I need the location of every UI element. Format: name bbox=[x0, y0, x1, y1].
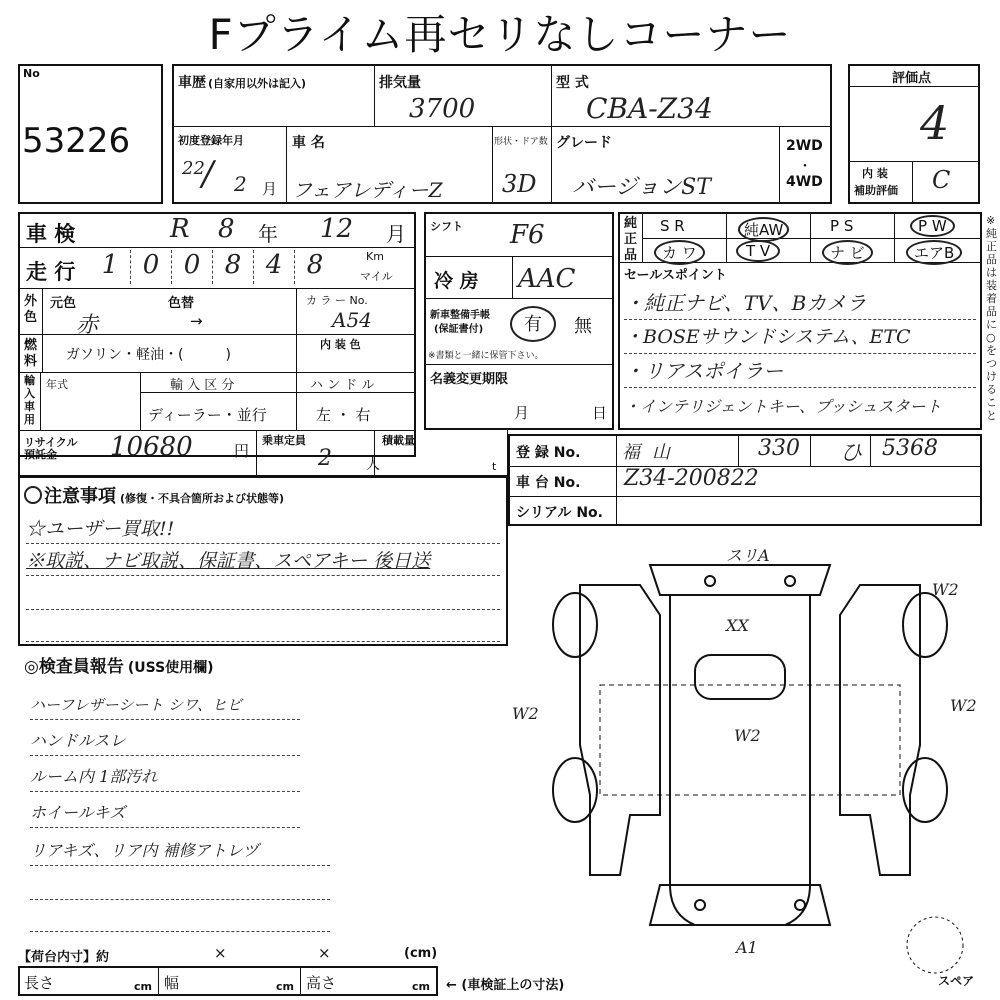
import-label: 輸入車用 bbox=[24, 374, 35, 426]
genuine-airb: エアB bbox=[906, 240, 962, 265]
displacement-value: 3700 bbox=[409, 94, 476, 124]
diagram-bottom-mark: A1 bbox=[736, 938, 758, 957]
load-label: 積載量 bbox=[382, 434, 415, 447]
cargo-width-unit: cm bbox=[276, 980, 294, 993]
registration-label: 登 録 No. bbox=[516, 445, 581, 461]
front-bumper-shape bbox=[650, 885, 830, 925]
car-name-label: 車 名 bbox=[292, 135, 325, 151]
fuel-options: ガソリン・軽油・( ) bbox=[66, 347, 231, 363]
registration-part: 山 bbox=[652, 442, 670, 463]
sales-point-line: ・インテリジェントキー、プッシュスタート bbox=[624, 397, 942, 416]
report-title: ◎検査員報告 (USS使用欄) bbox=[24, 657, 214, 677]
registration-block bbox=[508, 434, 982, 526]
score-value: 4 bbox=[920, 96, 950, 150]
color-code-value: A54 bbox=[332, 308, 372, 332]
orig-color-value: 赤 bbox=[76, 313, 99, 338]
grade-value: バージョンST bbox=[572, 175, 711, 200]
cargo-x2: × bbox=[318, 944, 331, 962]
cargo-x1: × bbox=[214, 944, 227, 962]
wheel-rear-right-icon bbox=[903, 593, 947, 657]
right-panel bbox=[840, 585, 920, 875]
genuine-kawa: カ ワ bbox=[654, 240, 705, 265]
shift-value: F6 bbox=[510, 220, 545, 250]
recycle-value: 10680 bbox=[110, 432, 193, 462]
orig-color-label: 元色 bbox=[50, 296, 77, 311]
left-panel bbox=[580, 585, 660, 875]
shift-aircon-block bbox=[424, 212, 614, 430]
inspection-label: 車 検 bbox=[26, 222, 76, 246]
mileage-unit-km: Km bbox=[366, 250, 384, 263]
report-line: ホイールキズ bbox=[30, 798, 300, 828]
interior-color-label: 内 装 色 bbox=[320, 338, 361, 351]
first-reg-month-unit: 月 bbox=[262, 180, 278, 198]
mileage-digit: 0 bbox=[131, 250, 172, 284]
side-note: ※純正品は装着品に○をつけること bbox=[986, 214, 997, 422]
caution-title: 注意事項 (修復・不具合箇所および状態等) bbox=[24, 482, 284, 508]
doors-value: 3D bbox=[502, 170, 537, 198]
genuine-label: 純正品 bbox=[624, 216, 638, 263]
cargo-height-unit: cm bbox=[412, 980, 430, 993]
maintenance-label-2: (保証書付) bbox=[434, 324, 484, 335]
cautions-block bbox=[18, 476, 508, 646]
cargo-length-label: 長さ bbox=[24, 974, 55, 992]
genuine-sales-block bbox=[618, 212, 982, 430]
handle-value: 左 ・ 右 bbox=[316, 406, 371, 424]
car-diagram bbox=[512, 545, 990, 960]
first-reg-month: 2 bbox=[234, 172, 247, 196]
genuine-tv: T V bbox=[736, 240, 780, 262]
lot-no-label: No bbox=[23, 67, 40, 80]
rear-bumper-shape bbox=[650, 565, 830, 595]
sales-point-line: ・純正ナビ、TV、Bカメラ bbox=[624, 286, 976, 320]
first-reg-year: 22 bbox=[182, 158, 205, 179]
wheel-front-left-icon bbox=[553, 758, 597, 822]
shift-label: シフト bbox=[430, 220, 463, 233]
recycle-label-2: 預託金 bbox=[24, 448, 57, 461]
caution-mark-icon bbox=[24, 486, 42, 504]
registration-part: ひ bbox=[840, 441, 863, 466]
inspection-era: R bbox=[170, 214, 190, 244]
registration-part: 330 bbox=[758, 436, 800, 461]
rear-window bbox=[695, 655, 785, 699]
chassis-value: Z34-200822 bbox=[624, 466, 759, 491]
drive-4wd: 4WD bbox=[786, 174, 823, 190]
mileage-digit: 8 bbox=[213, 250, 254, 284]
displacement-label: 排気量 bbox=[379, 75, 421, 91]
spare-label: スペア bbox=[938, 974, 975, 988]
caution-line: ※取説、ナビ取説、保証書、スペアキー 後日送 bbox=[26, 546, 500, 576]
import-class-label: 輸 入 区 分 bbox=[170, 378, 235, 393]
fuel-label: 燃料 bbox=[24, 338, 38, 369]
genuine-pw: P W bbox=[910, 215, 955, 237]
wheel-front-right-icon bbox=[903, 758, 947, 822]
report-line: ルーム内 1部汚れ bbox=[30, 762, 300, 792]
diagram-upper-right-mark: W2 bbox=[932, 580, 959, 599]
color-arrow: → bbox=[190, 312, 203, 330]
diagram-roof-mark: XX bbox=[726, 616, 749, 635]
drive-dot: ・ bbox=[798, 159, 812, 175]
history-label: 車歴 (自家用以外は記入) bbox=[178, 75, 307, 91]
model-value: CBA-Z34 bbox=[586, 92, 713, 125]
inspection-month: 12 bbox=[320, 214, 354, 244]
first-reg-label: 初度登録年月 bbox=[178, 134, 244, 147]
rear-light-right-icon bbox=[785, 576, 795, 586]
mileage-digit: 1 bbox=[90, 250, 131, 284]
mileage-digits bbox=[90, 250, 350, 284]
interior-label-1: 内 装 bbox=[862, 167, 888, 180]
report-line: ハンドルスレ bbox=[30, 726, 300, 756]
cargo-height-label: 高さ bbox=[306, 974, 337, 992]
page-title: Fプライム再セリなしコーナー bbox=[208, 10, 792, 59]
model-label: 型 式 bbox=[556, 75, 589, 91]
doors-label: 形状・ドア数 bbox=[494, 137, 548, 147]
front-light-left-icon bbox=[695, 900, 705, 910]
maintenance-no: 無 bbox=[574, 316, 592, 337]
spare-tire-icon bbox=[907, 917, 963, 973]
aircon-label: 冷 房 bbox=[434, 270, 479, 292]
name-change-day: 日 bbox=[592, 404, 608, 422]
cargo-unit: (cm) bbox=[404, 946, 438, 961]
report-line: リアキズ、リア内 補修アトレヅ bbox=[30, 836, 330, 866]
capacity-unit: 人 bbox=[366, 457, 380, 473]
interior-label-2: 補助評価 bbox=[854, 184, 898, 197]
registration-part: 5368 bbox=[882, 436, 938, 461]
inspection-year: 8 bbox=[218, 214, 235, 244]
cargo-dimensions-box bbox=[18, 966, 438, 996]
recycle-label-1: リサイクル bbox=[24, 436, 78, 449]
wheel-rear-left-icon bbox=[553, 593, 597, 657]
outer-color-label: 外色 bbox=[24, 294, 38, 325]
genuine-ps: P S bbox=[830, 217, 854, 235]
serial-label: シリアル No. bbox=[516, 505, 603, 521]
load-unit: t bbox=[492, 460, 497, 473]
lot-number-box bbox=[18, 64, 163, 204]
mileage-label: 走 行 bbox=[26, 260, 76, 284]
capacity-label: 乗車定員 bbox=[262, 434, 306, 447]
mileage-digit: 0 bbox=[172, 250, 213, 284]
genuine-aw: 純AW bbox=[738, 217, 789, 242]
genuine-sr: S R bbox=[660, 217, 685, 235]
interior-score: C bbox=[932, 166, 951, 194]
report-line: ハーフレザーシート シワ、ヒビ bbox=[30, 690, 300, 720]
caution-line: ☆ユーザー買取!! bbox=[26, 514, 500, 544]
left-spec-block bbox=[18, 212, 416, 461]
grade-label: グレード bbox=[556, 135, 612, 151]
diagram-right-mark: W2 bbox=[950, 696, 977, 715]
registration-part: 福 bbox=[622, 442, 640, 463]
sales-point-line: ・BOSEサウンドシステム、ETC bbox=[624, 320, 976, 354]
drive-2wd: 2WD bbox=[786, 138, 823, 154]
mileage-unit-mile: マイル bbox=[360, 270, 393, 283]
cargo-width-label: 幅 bbox=[164, 974, 180, 992]
maintenance-note: ※書類と一緒に保管下さい。 bbox=[428, 351, 544, 361]
score-label: 評価点 bbox=[892, 71, 932, 86]
name-change-month: 月 bbox=[514, 404, 530, 422]
car-name-value: フェアレディーZ bbox=[292, 178, 443, 202]
score-box bbox=[848, 64, 980, 204]
diagram-left-mark: W2 bbox=[512, 704, 539, 723]
name-change-label: 名義変更期限 bbox=[430, 372, 509, 387]
capacity-value: 2 bbox=[318, 446, 332, 471]
color-code-label: カ ラ ー No. bbox=[306, 294, 368, 307]
chassis-label: 車 台 No. bbox=[516, 475, 581, 491]
mileage-digit: 4 bbox=[254, 250, 295, 284]
rear-light-left-icon bbox=[705, 576, 715, 586]
change-color-label: 色替 bbox=[168, 296, 195, 311]
mileage-digit: 8 bbox=[306, 250, 324, 280]
maintenance-yes: 有 bbox=[510, 306, 556, 342]
import-class-value: ディーラー・並行 bbox=[148, 406, 267, 424]
import-year-label: 年式 bbox=[46, 378, 68, 391]
sales-point-line: ・リアスポイラー bbox=[624, 354, 976, 388]
first-reg-slash: / bbox=[202, 154, 214, 194]
lot-number: 53226 bbox=[22, 121, 131, 161]
cargo-label: 【荷台内寸】約 bbox=[18, 950, 110, 965]
cargo-length-unit: cm bbox=[134, 980, 152, 993]
diagram-body-mark: W2 bbox=[734, 726, 761, 745]
inspection-month-unit: 月 bbox=[386, 222, 406, 246]
inspection-year-unit: 年 bbox=[258, 222, 278, 246]
handle-label: ハ ン ド ル bbox=[310, 378, 375, 393]
diagram-top-mark: スリA bbox=[726, 546, 770, 565]
car-body-outline bbox=[670, 595, 810, 925]
genuine-navi: ナ ビ bbox=[822, 240, 873, 265]
vehicle-info-grid bbox=[172, 64, 832, 204]
maintenance-label-1: 新車整備手帳 bbox=[430, 310, 490, 321]
front-light-right-icon bbox=[795, 900, 805, 910]
sales-points-label: セールスポイント bbox=[624, 268, 727, 283]
cargo-arrow-note: ← (車検証上の寸法) bbox=[446, 978, 565, 993]
aircon-value: AAC bbox=[518, 264, 576, 294]
recycle-unit: 円 bbox=[234, 442, 250, 460]
